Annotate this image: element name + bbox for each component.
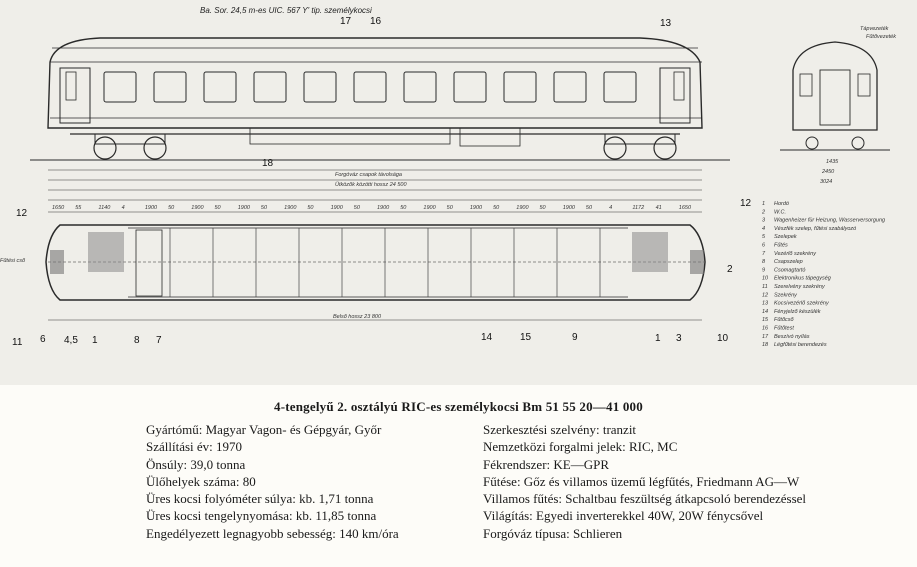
legend-item: Fűtőcső bbox=[774, 317, 794, 324]
spec-delivery-year: Szállítási év: 1970 bbox=[146, 439, 243, 455]
end-view bbox=[780, 42, 890, 150]
side-window bbox=[254, 72, 286, 102]
legend-number: 7 bbox=[762, 250, 766, 257]
spec-bogie-type: Forgóváz típusa: Schlieren bbox=[483, 525, 623, 541]
plan-dimension-value: 50 bbox=[493, 205, 500, 211]
plan-dimension-value: 50 bbox=[168, 205, 175, 211]
end-view-label-2: Fűtővezeték bbox=[866, 34, 896, 40]
callout-4-5: 4,5 bbox=[64, 335, 78, 346]
spec-gauge: Szerkesztési szelvény: tranzit bbox=[483, 422, 637, 437]
side-window bbox=[454, 72, 486, 102]
spec-lighting: Világítás: Egyedi inverterekkel 40W, 20W fénycsővel bbox=[483, 508, 764, 524]
legend-number: 16 bbox=[762, 325, 769, 332]
side-window bbox=[404, 72, 436, 102]
spec-heating: Fűtése: Gőz és villamos üzemű légfűtés, Friedmann AG—W bbox=[483, 473, 800, 489]
legend-item: W.C. bbox=[774, 209, 787, 216]
callout-15: 15 bbox=[520, 332, 532, 343]
plan-compartments bbox=[170, 228, 600, 297]
legend-item: Beszívó nyílás bbox=[774, 333, 810, 340]
left-side-label: Fűtési cső bbox=[0, 258, 26, 264]
spec-electric-heating: Villamos fűtés: Schaltbau feszültség átkapcsoló berendezéssel bbox=[483, 491, 807, 507]
legend-number: 11 bbox=[762, 284, 768, 290]
legend-number: 9 bbox=[762, 267, 766, 274]
end-view-dim-3: 3024 bbox=[820, 179, 833, 185]
plan-dimension-value: 1900 bbox=[191, 205, 204, 211]
callout-11: 11 bbox=[12, 337, 23, 348]
legend-number: 13 bbox=[762, 300, 769, 307]
callout-14: 14 bbox=[481, 332, 493, 343]
spec-column-left bbox=[146, 421, 476, 542]
callout-6: 6 bbox=[40, 334, 46, 345]
length-frame-label: Forgóváz csapok távolsága bbox=[335, 172, 402, 178]
length-total-label: Ütközők közötti hossz 24 500 bbox=[335, 182, 407, 188]
bogie-right bbox=[604, 134, 676, 159]
plan-inner-length: Belső hossz 23 800 bbox=[333, 314, 382, 320]
spec-tare-weight: Önsúly: 39,0 tonna bbox=[146, 456, 246, 472]
plan-dimension-value: 1900 bbox=[330, 205, 343, 211]
plan-dimension-value: 1900 bbox=[516, 205, 529, 211]
legend-number: 1 bbox=[762, 201, 766, 207]
side-window bbox=[154, 72, 186, 102]
legend-item: Szelepek bbox=[774, 234, 797, 241]
plan-dimension-value: 1900 bbox=[469, 205, 483, 211]
callout-10: 10 bbox=[717, 333, 729, 344]
spec-weight-per-meter: Üres kocsi folyóméter súlya: kb. 1,71 tonna bbox=[146, 491, 374, 507]
plan-dimension-value: 50 bbox=[400, 205, 407, 211]
side-window bbox=[104, 72, 136, 102]
legend-number: 14 bbox=[762, 308, 769, 315]
spec-max-speed: Engedélyezett legnagyobb sebesség: 140 km/óra bbox=[146, 525, 399, 541]
bogie-left bbox=[94, 134, 166, 159]
callout-7: 7 bbox=[156, 335, 162, 346]
legend-item: Wagenheizer für Heizung, Wasserversorgung bbox=[774, 217, 886, 224]
plan-dimension-value: 50 bbox=[585, 205, 593, 211]
callout-8: 8 bbox=[134, 335, 140, 346]
side-window bbox=[204, 72, 236, 102]
plan-dimension-value: 1900 bbox=[284, 205, 297, 211]
plan-dimension-value: 50 bbox=[353, 205, 360, 211]
plan-dimension-value: 4 bbox=[121, 205, 125, 211]
end-view-label-1: Tápvezeték bbox=[860, 26, 889, 32]
spec-manufacturer: Gyártómű: Magyar Vagon- és Gépgyár, Győr bbox=[146, 422, 382, 437]
spec-intl-marks: Nemzetközi forgalmi jelek: RIC, MC bbox=[483, 439, 678, 455]
legend-item: Hordó bbox=[774, 201, 789, 207]
plan-dimension-value: 50 bbox=[539, 205, 546, 211]
plan-dimension-value: 50 bbox=[214, 205, 221, 211]
callout-3: 3 bbox=[676, 333, 682, 344]
plan-dimension-value: 50 bbox=[307, 205, 314, 211]
legend-number: 8 bbox=[762, 259, 766, 266]
legend-number: 17 bbox=[762, 333, 769, 340]
legend-item: Vezérlő szekrény bbox=[774, 250, 816, 257]
plan-dimension-value: 1900 bbox=[562, 205, 575, 211]
side-window bbox=[504, 72, 536, 102]
legend-item: Fényjelző készülék bbox=[774, 308, 821, 315]
legend-item: Kocsivezérlő szekrény bbox=[774, 300, 829, 307]
legend-item: Elektronikus tápegység bbox=[774, 275, 831, 282]
side-window bbox=[304, 72, 336, 102]
plan-dimension-value: 1900 bbox=[144, 205, 158, 211]
legend-item: Csomagtartó bbox=[774, 267, 806, 274]
callout-12-left: 12 bbox=[16, 208, 28, 219]
plan-dimension-value: 4 bbox=[609, 205, 613, 211]
legend-item: Fűtés bbox=[774, 242, 788, 249]
legend-number: 5 bbox=[762, 234, 766, 241]
plan-dimension-value: 1650 bbox=[678, 205, 692, 211]
drawing-header-text: Ba. Sor. 24,5 m-es UIC. 567 Y' tip. személykocsi bbox=[200, 6, 372, 15]
legend-item: Vészfék szelep, fűtési szabályozó bbox=[774, 225, 857, 232]
spec-column-right bbox=[483, 421, 903, 542]
callout-12-right: 12 bbox=[740, 198, 752, 209]
legend-number: 12 bbox=[762, 292, 769, 299]
callout-9: 9 bbox=[572, 332, 578, 343]
drawing-legend bbox=[761, 201, 886, 348]
callout-17: 17 bbox=[340, 16, 352, 27]
plan-dimension-value: 1650 bbox=[52, 205, 65, 211]
legend-item: Légfűtési berendezés bbox=[774, 342, 827, 349]
end-view-dim-1: 1435 bbox=[826, 159, 839, 165]
legend-number: 3 bbox=[762, 217, 766, 224]
end-view-dim-2: 2450 bbox=[822, 169, 835, 175]
underframe bbox=[70, 128, 680, 146]
legend-item: Csapszelep bbox=[774, 259, 803, 266]
plan-dimension-value: 50 bbox=[446, 205, 453, 211]
plan-dimension-value: 1900 bbox=[423, 205, 436, 211]
legend-number: 4 bbox=[762, 225, 766, 232]
side-window bbox=[604, 72, 636, 102]
spec-brake-system: Fékrendszer: KE—GPR bbox=[483, 456, 610, 472]
plan-dimension-value: 1900 bbox=[237, 205, 250, 211]
plan-dimension-value: 1900 bbox=[377, 205, 390, 211]
plan-dimension-numbers bbox=[52, 205, 692, 211]
side-window bbox=[354, 72, 386, 102]
legend-number: 6 bbox=[762, 242, 766, 249]
callout-2: 2 bbox=[727, 264, 733, 275]
legend-item: Fűtőtest bbox=[774, 325, 794, 332]
callout-1-right: 1 bbox=[655, 333, 661, 344]
plan-dimension-value: 41 bbox=[655, 205, 662, 211]
plan-dimension-value: 50 bbox=[260, 205, 268, 211]
plan-view bbox=[46, 225, 705, 300]
spec-axle-load: Üres kocsi tengelynyomása: kb. 11,85 tonna bbox=[146, 508, 377, 524]
callout-1-left: 1 bbox=[92, 335, 98, 346]
legend-number: 2 bbox=[762, 209, 766, 216]
side-windows bbox=[104, 72, 636, 102]
legend-number: 15 bbox=[762, 317, 769, 324]
callout-18: 18 bbox=[262, 158, 274, 169]
legend-item: Szekrény bbox=[774, 292, 797, 299]
callout-13: 13 bbox=[660, 18, 672, 29]
legend-number: 18 bbox=[762, 342, 769, 349]
caption-title: 4-tengelyű 2. osztályú RIC-es személykocsi Bm 51 55 20—41 000 bbox=[274, 399, 643, 414]
legend-item: Szerelvény szekrény bbox=[774, 284, 825, 290]
plan-dimension-value: 1140 bbox=[98, 205, 111, 211]
callout-16: 16 bbox=[370, 16, 382, 27]
legend-number: 10 bbox=[762, 275, 769, 282]
plan-dimension-value: 55 bbox=[75, 205, 82, 211]
spec-seats: Ülőhelyek száma: 80 bbox=[146, 473, 256, 489]
side-window bbox=[554, 72, 586, 102]
plan-dimension-value: 1172 bbox=[632, 205, 645, 211]
